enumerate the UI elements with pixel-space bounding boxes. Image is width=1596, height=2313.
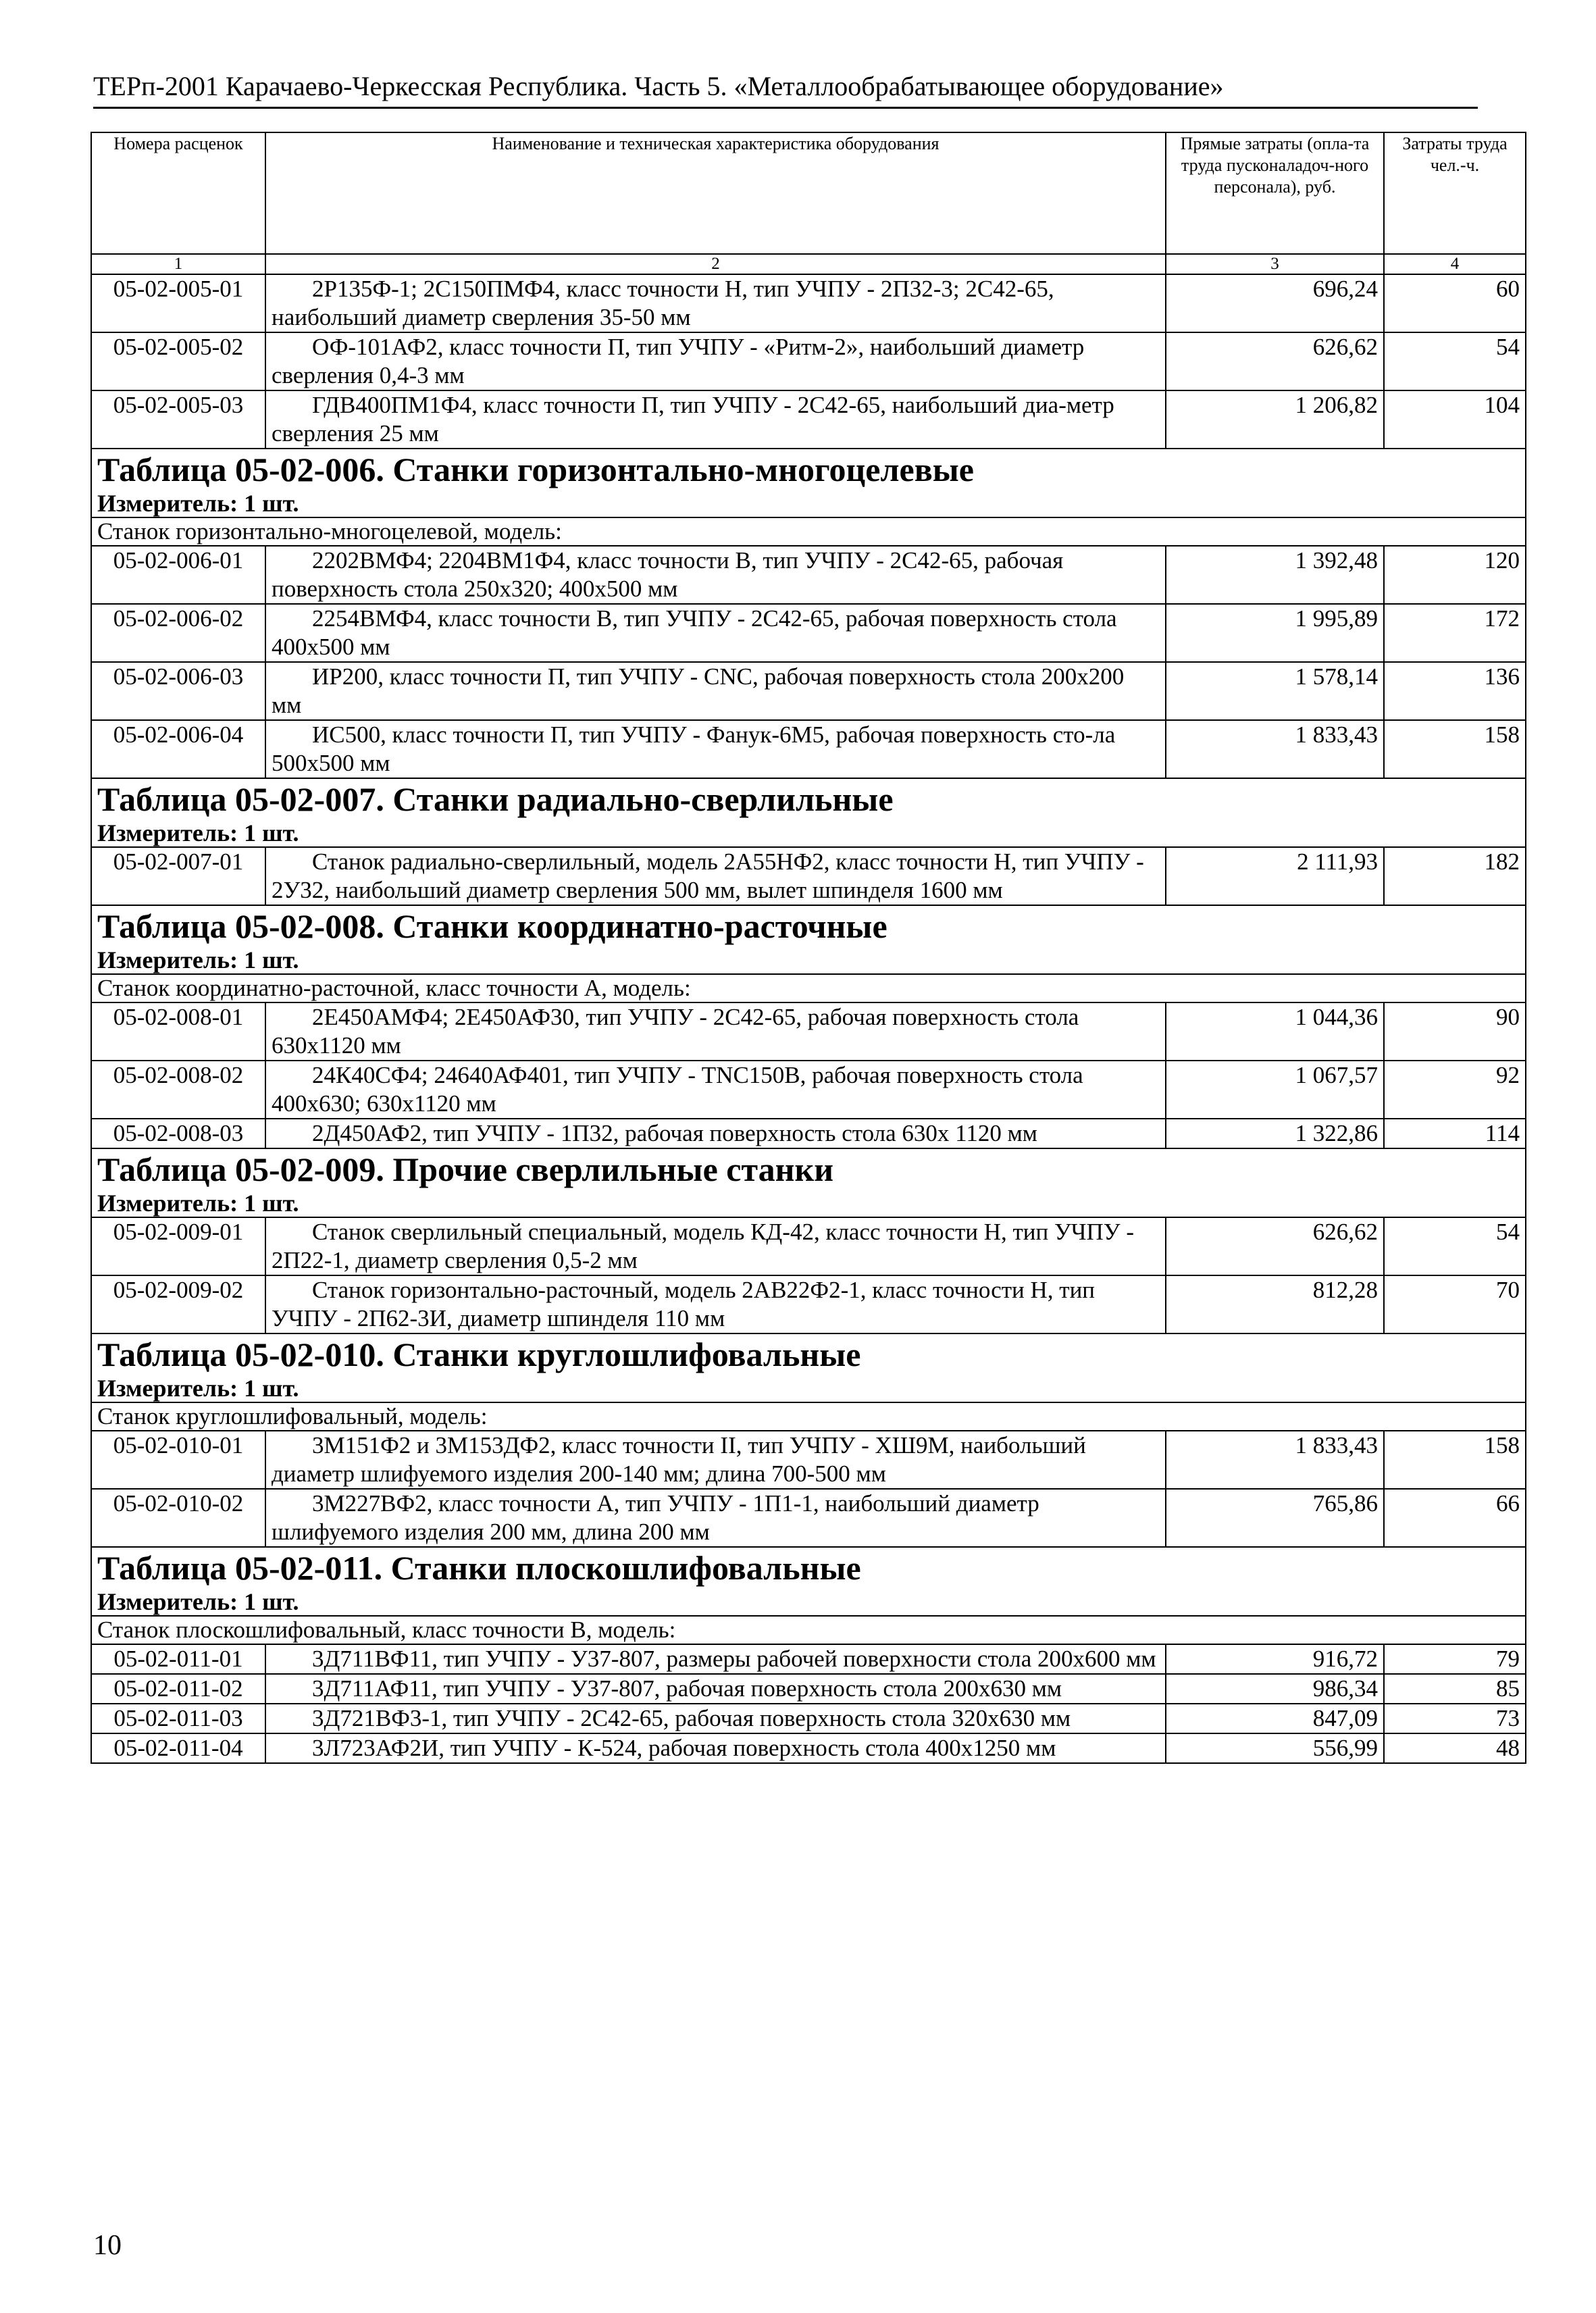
column-header-code: Номера расценок: [91, 132, 265, 254]
table-row: [91, 604, 1526, 662]
rate-cost: 1 044,36: [1166, 1002, 1384, 1061]
rate-cost: 696,24: [1166, 274, 1384, 332]
rate-cost: 556,99: [1166, 1733, 1384, 1763]
table-row: [91, 1704, 1526, 1733]
measure-unit: Измеритель: 1 шт.: [91, 1375, 1526, 1402]
rate-code: 05-02-006-01: [91, 546, 265, 604]
rate-labor: 85: [1384, 1674, 1526, 1704]
rate-cost: 1 578,14: [1166, 662, 1384, 720]
rate-description: 3М227ВФ2, класс точности А, тип УЧПУ - 1П1-1, наибольший диаметр шлифуемого изделия 200 мм, длина 200 мм: [265, 1489, 1166, 1547]
rate-code: 05-02-009-02: [91, 1275, 265, 1333]
rate-description: Станок горизонтально-расточный, модель 2АВ22Ф2-1, класс точности Н, тип УЧПУ - 2П62-3И, диаметр шпинделя 110 мм: [265, 1275, 1166, 1333]
rate-labor: 92: [1384, 1061, 1526, 1119]
rate-description: 3Д711АФ11, тип УЧПУ - У37-807, рабочая поверхность стола 200х630 мм: [265, 1674, 1166, 1704]
table-row: [91, 1674, 1526, 1704]
rate-code: 05-02-010-02: [91, 1489, 265, 1547]
rate-cost: 2 111,93: [1166, 847, 1384, 905]
rate-code: 05-02-008-03: [91, 1119, 265, 1148]
rate-cost: 626,62: [1166, 332, 1384, 390]
rate-code: 05-02-005-02: [91, 332, 265, 390]
rate-labor: 90: [1384, 1002, 1526, 1061]
rate-description: 3Л723АФ2И, тип УЧПУ - К-524, рабочая поверхность стола 400х1250 мм: [265, 1733, 1166, 1763]
rate-labor: 79: [1384, 1644, 1526, 1674]
table-row: [91, 1061, 1526, 1119]
rate-description: Станок сверлильный специальный, модель КД-42, класс точности Н, тип УЧПУ - 2П22-1, диаметр сверления 0,5-2 мм: [265, 1217, 1166, 1275]
rate-code: 05-02-005-03: [91, 390, 265, 449]
column-number-3: 3: [1166, 254, 1384, 274]
column-header-cost: Прямые затраты (опла-та труда пусконаладоч-ного персонала), руб.: [1166, 132, 1384, 254]
table-row: [91, 662, 1526, 720]
rate-description: 2202ВМФ4; 2204ВМ1Ф4, класс точности В, тип УЧПУ - 2С42-65, рабочая поверхность стола 250х320; 400х500 мм: [265, 546, 1166, 604]
measure-unit: Измеритель: 1 шт.: [91, 946, 1526, 974]
rate-code: 05-02-008-02: [91, 1061, 265, 1119]
rate-description: ИР200, класс точности П, тип УЧПУ - CNC, рабочая поверхность стола 200х200 мм: [265, 662, 1166, 720]
measure-unit: Измеритель: 1 шт.: [91, 490, 1526, 517]
rate-labor: 70: [1384, 1275, 1526, 1333]
rate-description: 2Р135Ф-1; 2С150ПМФ4, класс точности Н, тип УЧПУ - 2П32-3; 2С42-65, наибольший диаметр сверления 35-50 мм: [265, 274, 1166, 332]
table-title: Таблица 05-02-009. Прочие сверлильные станки: [91, 1148, 1526, 1190]
rate-cost: 1 833,43: [1166, 1431, 1384, 1489]
rate-description: ГДВ400ПМ1Ф4, класс точности П, тип УЧПУ - 2С42-65, наибольший диа-метр сверления 25 мм: [265, 390, 1166, 449]
rate-cost: 986,34: [1166, 1674, 1384, 1704]
rate-labor: 54: [1384, 332, 1526, 390]
rate-description: Станок радиально-сверлильный, модель 2А55НФ2, класс точности Н, тип УЧПУ - 2У32, наибольший диаметр сверления 500 мм, вылет шпинделя 1600 мм: [265, 847, 1166, 905]
rate-code: 05-02-005-01: [91, 274, 265, 332]
rate-cost: 812,28: [1166, 1275, 1384, 1333]
rate-labor: 60: [1384, 274, 1526, 332]
rate-cost: 1 206,82: [1166, 390, 1384, 449]
rate-code: 05-02-011-04: [91, 1733, 265, 1763]
rate-description: 3Д711ВФ11, тип УЧПУ - У37-807, размеры рабочей поверхности стола 200х600 мм: [265, 1644, 1166, 1674]
measure-unit: Измеритель: 1 шт.: [91, 1190, 1526, 1217]
rate-code: 05-02-011-03: [91, 1704, 265, 1733]
rate-cost: 765,86: [1166, 1489, 1384, 1547]
table-title: Таблица 05-02-010. Станки круглошлифовальные: [91, 1333, 1526, 1375]
rate-labor: 54: [1384, 1217, 1526, 1275]
rate-labor: 158: [1384, 720, 1526, 778]
table-row: [91, 1002, 1526, 1061]
rate-cost: 1 392,48: [1166, 546, 1384, 604]
table-row: [91, 847, 1526, 905]
rate-description: 3М151Ф2 и 3М153ДФ2, класс точности II, тип УЧПУ - ХШ9М, наибольший диаметр шлифуемого изделия 200-140 мм; длина 700-500 мм: [265, 1431, 1166, 1489]
table-row: [91, 1431, 1526, 1489]
rate-description: 2254ВМФ4, класс точности В, тип УЧПУ - 2С42-65, рабочая поверхность стола 400х500 мм: [265, 604, 1166, 662]
rate-code: 05-02-011-02: [91, 1674, 265, 1704]
rate-labor: 66: [1384, 1489, 1526, 1547]
rate-labor: 158: [1384, 1431, 1526, 1489]
table-subheading: Станок плоскошлифовальный, класс точности В, модель:: [91, 1616, 1526, 1644]
table-row: [91, 1489, 1526, 1547]
rate-code: 05-02-007-01: [91, 847, 265, 905]
table-subheading: Станок горизонтально-многоцелевой, модель:: [91, 517, 1526, 546]
table-row: [91, 274, 1526, 332]
table-row: [91, 390, 1526, 449]
rate-cost: 1 067,57: [1166, 1061, 1384, 1119]
rate-labor: 114: [1384, 1119, 1526, 1148]
table-row: [91, 720, 1526, 778]
rate-code: 05-02-010-01: [91, 1431, 265, 1489]
table-subheading: Станок круглошлифовальный, модель:: [91, 1402, 1526, 1431]
rate-code: 05-02-006-03: [91, 662, 265, 720]
column-header-name: Наименование и техническая характеристика оборудования: [265, 132, 1166, 254]
rate-cost: 847,09: [1166, 1704, 1384, 1733]
rate-code: 05-02-009-01: [91, 1217, 265, 1275]
rate-description: 3Д721ВФ3-1, тип УЧПУ - 2С42-65, рабочая поверхность стола 320х630 мм: [265, 1704, 1166, 1733]
rate-code: 05-02-006-02: [91, 604, 265, 662]
table-row: [91, 546, 1526, 604]
rate-labor: 104: [1384, 390, 1526, 449]
table-title: Таблица 05-02-007. Станки радиально-сверлильные: [91, 778, 1526, 819]
measure-unit: Измеритель: 1 шт.: [91, 1588, 1526, 1616]
rate-cost: 1 995,89: [1166, 604, 1384, 662]
table-row: [91, 1275, 1526, 1333]
rates-table: [91, 132, 1526, 1764]
rate-labor: 120: [1384, 546, 1526, 604]
rate-cost: 626,62: [1166, 1217, 1384, 1275]
rate-cost: 1 833,43: [1166, 720, 1384, 778]
rate-description: ОФ-101АФ2, класс точности П, тип УЧПУ - «Ритм-2», наибольший диаметр сверления 0,4-3 мм: [265, 332, 1166, 390]
table-row: [91, 1644, 1526, 1674]
table-row: [91, 1119, 1526, 1148]
table-subheading: Станок координатно-расточной, класс точности А, модель:: [91, 974, 1526, 1002]
rate-labor: 182: [1384, 847, 1526, 905]
column-number-4: 4: [1384, 254, 1526, 274]
table-title: Таблица 05-02-011. Станки плоскошлифовальные: [91, 1547, 1526, 1588]
rate-cost: 916,72: [1166, 1644, 1384, 1674]
rate-labor: 172: [1384, 604, 1526, 662]
rate-description: 24К40СФ4; 24640АФ401, тип УЧПУ - TNC150B, рабочая поверхность стола 400х630; 630х1120 мм: [265, 1061, 1166, 1119]
rate-code: 05-02-008-01: [91, 1002, 265, 1061]
rate-labor: 73: [1384, 1704, 1526, 1733]
table-row: [91, 1733, 1526, 1763]
page-number: 10: [93, 2230, 122, 2261]
column-number-2: 2: [265, 254, 1166, 274]
page-header: ТЕРп-2001 Карачаево-Черкесская Республика. Часть 5. «Металлообрабатывающее оборудование»: [93, 68, 1478, 109]
rate-code: 05-02-006-04: [91, 720, 265, 778]
column-header-labor: Затраты труда чел.-ч.: [1384, 132, 1526, 254]
table-row: [91, 332, 1526, 390]
measure-unit: Измеритель: 1 шт.: [91, 819, 1526, 847]
rate-description: 2Е450АМФ4; 2Е450АФ30, тип УЧПУ - 2С42-65, рабочая поверхность стола 630х1120 мм: [265, 1002, 1166, 1061]
rate-labor: 48: [1384, 1733, 1526, 1763]
table-title: Таблица 05-02-006. Станки горизонтально-многоцелевые: [91, 449, 1526, 490]
rate-labor: 136: [1384, 662, 1526, 720]
rate-code: 05-02-011-01: [91, 1644, 265, 1674]
rate-cost: 1 322,86: [1166, 1119, 1384, 1148]
table-title: Таблица 05-02-008. Станки координатно-расточные: [91, 905, 1526, 946]
rate-description: ИС500, класс точности П, тип УЧПУ - Фанук-6М5, рабочая поверхность сто-ла 500х500 мм: [265, 720, 1166, 778]
rate-description: 2Д450АФ2, тип УЧПУ - 1П32, рабочая поверхность стола 630х 1120 мм: [265, 1119, 1166, 1148]
column-number-1: 1: [91, 254, 265, 274]
table-row: [91, 1217, 1526, 1275]
